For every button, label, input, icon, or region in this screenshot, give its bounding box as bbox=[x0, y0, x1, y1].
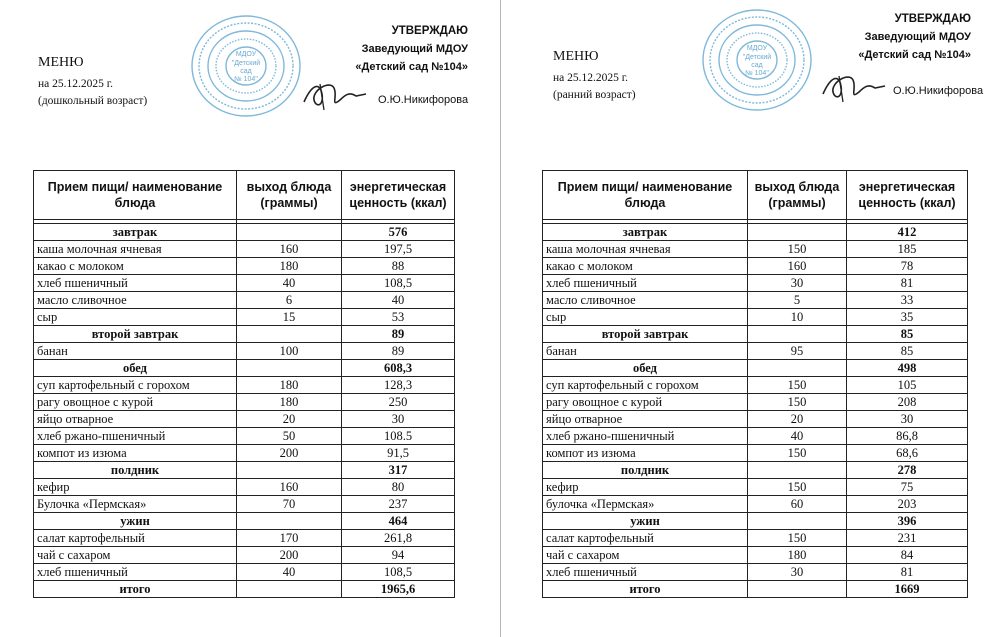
seal-text-3: сад bbox=[751, 62, 763, 69]
dish-energy-value: 203 bbox=[847, 496, 968, 513]
dish-row bbox=[34, 445, 455, 462]
dish-portion-weight bbox=[748, 462, 847, 479]
dish-name: чай с сахаром bbox=[34, 547, 237, 564]
dish-row bbox=[543, 411, 968, 428]
meal-section-row bbox=[543, 224, 968, 241]
dish-energy-value: 53 bbox=[342, 309, 455, 326]
dish-energy-value: 88 bbox=[342, 258, 455, 275]
dish-energy-value: 396 bbox=[847, 513, 968, 530]
dish-portion-weight: 40 bbox=[237, 564, 342, 581]
dish-row bbox=[543, 377, 968, 394]
dish-energy-value: 85 bbox=[847, 326, 968, 343]
dish-energy-value: 278 bbox=[847, 462, 968, 479]
dish-row bbox=[34, 496, 455, 513]
seal-text-1: МДОУ bbox=[746, 45, 768, 52]
dish-energy-value: 608,3 bbox=[342, 360, 455, 377]
dish-portion-weight bbox=[237, 581, 342, 598]
dish-portion-weight bbox=[237, 224, 342, 241]
seal-text-2: "Детский bbox=[742, 54, 772, 61]
meal-section-name: завтрак bbox=[543, 224, 748, 241]
dish-name: хлеб ржано-пшеничный bbox=[34, 428, 237, 445]
dish-energy-value: 89 bbox=[342, 326, 455, 343]
dish-portion-weight bbox=[748, 326, 847, 343]
menu-table-preschool bbox=[33, 170, 455, 598]
dish-row bbox=[34, 343, 455, 360]
dish-portion-weight: 60 bbox=[748, 496, 847, 513]
dish-energy-value: 464 bbox=[342, 513, 455, 530]
dish-row bbox=[543, 309, 968, 326]
official-seal bbox=[701, 8, 813, 112]
dish-energy-value: 576 bbox=[342, 224, 455, 241]
meal-section-name: полдник bbox=[543, 462, 748, 479]
dish-portion-weight: 15 bbox=[237, 309, 342, 326]
dish-portion-weight: 150 bbox=[748, 445, 847, 462]
header-meal-name: Прием пищи/ наименование блюда bbox=[543, 171, 748, 220]
dish-row bbox=[543, 496, 968, 513]
dish-energy-value: 317 bbox=[342, 462, 455, 479]
dish-row bbox=[34, 564, 455, 581]
dish-portion-weight: 180 bbox=[237, 258, 342, 275]
dish-energy-value: 30 bbox=[342, 411, 455, 428]
dish-portion-weight bbox=[748, 224, 847, 241]
dish-row bbox=[34, 275, 455, 292]
dish-portion-weight: 160 bbox=[748, 258, 847, 275]
meal-section-name: обед bbox=[543, 360, 748, 377]
dish-portion-weight: 30 bbox=[748, 564, 847, 581]
dish-portion-weight bbox=[748, 581, 847, 598]
header-energy-value: энергетическая ценность (ккал) bbox=[847, 171, 968, 220]
dish-name: яйцо отварное bbox=[34, 411, 237, 428]
dish-name: банан bbox=[543, 343, 748, 360]
meal-section-name: второй завтрак bbox=[34, 326, 237, 343]
dish-name: кефир bbox=[543, 479, 748, 496]
dish-portion-weight bbox=[748, 360, 847, 377]
dish-name: хлеб пшеничный bbox=[543, 275, 748, 292]
meal-section-row bbox=[543, 513, 968, 530]
dish-energy-value: 108,5 bbox=[342, 275, 455, 292]
dish-row bbox=[543, 428, 968, 445]
dish-name: хлеб пшеничный bbox=[34, 564, 237, 581]
dish-energy-value: 108,5 bbox=[342, 564, 455, 581]
dish-name: чай с сахаром bbox=[543, 547, 748, 564]
dish-energy-value: 68,6 bbox=[847, 445, 968, 462]
dish-row bbox=[34, 428, 455, 445]
dish-energy-value: 89 bbox=[342, 343, 455, 360]
meal-section-row bbox=[34, 326, 455, 343]
dish-energy-value: 197,5 bbox=[342, 241, 455, 258]
approval-organization: «Детский сад №104» bbox=[355, 61, 468, 73]
dish-energy-value: 81 bbox=[847, 275, 968, 292]
dish-row bbox=[34, 411, 455, 428]
dish-portion-weight bbox=[748, 513, 847, 530]
dish-row bbox=[543, 275, 968, 292]
dish-portion-weight: 70 bbox=[237, 496, 342, 513]
menu-date: на 25.12.2025 г. bbox=[553, 72, 629, 84]
meal-section-row bbox=[34, 224, 455, 241]
seal-text-3: сад bbox=[240, 68, 252, 75]
dish-energy-value: 33 bbox=[847, 292, 968, 309]
seal-text-4: № 104" bbox=[234, 76, 258, 83]
meal-section-name: полдник bbox=[34, 462, 237, 479]
dish-portion-weight: 6 bbox=[237, 292, 342, 309]
dish-energy-value: 237 bbox=[342, 496, 455, 513]
dish-row bbox=[34, 258, 455, 275]
signature-image bbox=[819, 70, 889, 104]
seal-text-2: "Детский bbox=[231, 60, 261, 67]
dish-energy-value: 412 bbox=[847, 224, 968, 241]
dish-name: кефир bbox=[34, 479, 237, 496]
dish-name: масло сливочное bbox=[34, 292, 237, 309]
dish-row bbox=[34, 309, 455, 326]
approval-block bbox=[355, 22, 468, 76]
dish-energy-value: 85 bbox=[847, 343, 968, 360]
dish-portion-weight bbox=[237, 326, 342, 343]
header-portion-weight: выход блюда (граммы) bbox=[237, 171, 342, 220]
dish-row bbox=[543, 343, 968, 360]
official-seal bbox=[190, 14, 302, 118]
dish-row bbox=[543, 479, 968, 496]
dish-energy-value: 231 bbox=[847, 530, 968, 547]
dish-energy-value: 498 bbox=[847, 360, 968, 377]
meal-section-row bbox=[543, 581, 968, 598]
dish-portion-weight: 40 bbox=[237, 275, 342, 292]
meal-section-row bbox=[34, 360, 455, 377]
menu-title: МЕНЮ bbox=[38, 55, 84, 70]
dish-name: хлеб ржано-пшеничный bbox=[543, 428, 748, 445]
dish-row bbox=[543, 445, 968, 462]
dish-portion-weight: 100 bbox=[237, 343, 342, 360]
dish-portion-weight bbox=[237, 360, 342, 377]
meal-section-name: обед bbox=[34, 360, 237, 377]
dish-name: каша молочная ячневая bbox=[543, 241, 748, 258]
meal-section-name: итого bbox=[543, 581, 748, 598]
dish-energy-value: 1965,6 bbox=[342, 581, 455, 598]
dish-energy-value: 91,5 bbox=[342, 445, 455, 462]
dish-name: какао с молоком bbox=[543, 258, 748, 275]
dish-name: салат картофельный bbox=[34, 530, 237, 547]
meal-section-name: итого bbox=[34, 581, 237, 598]
approval-title: УТВЕРЖДАЮ bbox=[391, 25, 468, 37]
header-meal-name: Прием пищи/ наименование блюда bbox=[34, 171, 237, 220]
dish-energy-value: 40 bbox=[342, 292, 455, 309]
dish-energy-value: 105 bbox=[847, 377, 968, 394]
dish-portion-weight: 160 bbox=[237, 479, 342, 496]
dish-energy-value: 75 bbox=[847, 479, 968, 496]
dish-name: каша молочная ячневая bbox=[34, 241, 237, 258]
dish-row bbox=[543, 564, 968, 581]
dish-energy-value: 128,3 bbox=[342, 377, 455, 394]
dish-portion-weight: 160 bbox=[237, 241, 342, 258]
dish-name: масло сливочное bbox=[543, 292, 748, 309]
menu-title: МЕНЮ bbox=[553, 49, 599, 64]
dish-portion-weight: 5 bbox=[748, 292, 847, 309]
dish-portion-weight: 170 bbox=[237, 530, 342, 547]
seal-text-4: № 104" bbox=[745, 70, 769, 77]
dish-portion-weight: 95 bbox=[748, 343, 847, 360]
dish-name: компот из изюма bbox=[543, 445, 748, 462]
meal-section-name: второй завтрак bbox=[543, 326, 748, 343]
menu-page-early-age bbox=[500, 0, 1000, 637]
meal-section-name: завтрак bbox=[34, 224, 237, 241]
dish-row bbox=[543, 530, 968, 547]
dish-portion-weight: 150 bbox=[748, 530, 847, 547]
dish-portion-weight: 10 bbox=[748, 309, 847, 326]
dish-row bbox=[543, 258, 968, 275]
dish-name: компот из изюма bbox=[34, 445, 237, 462]
meal-section-row bbox=[543, 326, 968, 343]
dish-name: рагу овощное с курой bbox=[543, 394, 748, 411]
dish-portion-weight: 180 bbox=[237, 377, 342, 394]
dish-portion-weight: 20 bbox=[748, 411, 847, 428]
dish-row bbox=[34, 377, 455, 394]
dish-portion-weight: 150 bbox=[748, 394, 847, 411]
dish-portion-weight: 200 bbox=[237, 547, 342, 564]
approval-position: Заведующий МДОУ bbox=[361, 43, 468, 55]
dish-energy-value: 84 bbox=[847, 547, 968, 564]
approval-organization: «Детский сад №104» bbox=[858, 49, 971, 61]
dish-energy-value: 208 bbox=[847, 394, 968, 411]
dish-name: хлеб пшеничный bbox=[543, 564, 748, 581]
dish-row bbox=[543, 292, 968, 309]
meal-section-row bbox=[543, 360, 968, 377]
signer-name: О.Ю.Никифорова bbox=[893, 85, 984, 97]
dish-name: булочка «Пермская» bbox=[543, 496, 748, 513]
dish-name: Булочка «Пермская» bbox=[34, 496, 237, 513]
approval-title: УТВЕРЖДАЮ bbox=[894, 13, 971, 25]
signature-image bbox=[300, 78, 370, 112]
dish-name: какао с молоком bbox=[34, 258, 237, 275]
dish-name: суп картофельный с горохом bbox=[34, 377, 237, 394]
meal-section-row bbox=[34, 513, 455, 530]
menu-table-early-age bbox=[542, 170, 968, 598]
dish-energy-value: 35 bbox=[847, 309, 968, 326]
dish-name: банан bbox=[34, 343, 237, 360]
dish-name: яйцо отварное bbox=[543, 411, 748, 428]
seal-text-1: МДОУ bbox=[235, 51, 257, 58]
dish-energy-value: 1669 bbox=[847, 581, 968, 598]
menu-date: на 25.12.2025 г. bbox=[38, 78, 114, 90]
dish-portion-weight: 180 bbox=[237, 394, 342, 411]
dish-name: сыр bbox=[34, 309, 237, 326]
dish-name: суп картофельный с горохом bbox=[543, 377, 748, 394]
dish-energy-value: 80 bbox=[342, 479, 455, 496]
dish-row bbox=[34, 530, 455, 547]
dish-energy-value: 86,8 bbox=[847, 428, 968, 445]
dish-portion-weight: 150 bbox=[748, 479, 847, 496]
dish-row bbox=[543, 241, 968, 258]
dish-portion-weight: 20 bbox=[237, 411, 342, 428]
dish-row bbox=[34, 479, 455, 496]
approval-block bbox=[858, 10, 971, 64]
header-energy-value: энергетическая ценность (ккал) bbox=[342, 171, 455, 220]
header-portion-weight: выход блюда (граммы) bbox=[748, 171, 847, 220]
dish-portion-weight: 150 bbox=[748, 377, 847, 394]
meal-section-name: ужин bbox=[34, 513, 237, 530]
dish-energy-value: 30 bbox=[847, 411, 968, 428]
dish-portion-weight: 150 bbox=[748, 241, 847, 258]
meal-section-row bbox=[34, 462, 455, 479]
dish-portion-weight: 50 bbox=[237, 428, 342, 445]
dish-energy-value: 250 bbox=[342, 394, 455, 411]
meal-section-row bbox=[543, 462, 968, 479]
dish-energy-value: 94 bbox=[342, 547, 455, 564]
dish-row bbox=[34, 241, 455, 258]
dish-name: рагу овощное с курой bbox=[34, 394, 237, 411]
dish-energy-value: 78 bbox=[847, 258, 968, 275]
dish-name: сыр bbox=[543, 309, 748, 326]
meal-section-name: ужин bbox=[543, 513, 748, 530]
dish-name: салат картофельный bbox=[543, 530, 748, 547]
dish-portion-weight bbox=[237, 462, 342, 479]
dish-portion-weight: 40 bbox=[748, 428, 847, 445]
dish-row bbox=[34, 292, 455, 309]
dish-energy-value: 108.5 bbox=[342, 428, 455, 445]
dish-portion-weight: 30 bbox=[748, 275, 847, 292]
dish-portion-weight: 200 bbox=[237, 445, 342, 462]
dish-portion-weight: 180 bbox=[748, 547, 847, 564]
dish-energy-value: 261,8 bbox=[342, 530, 455, 547]
menu-age-group: (дошкольный возраст) bbox=[38, 95, 148, 107]
menu-age-group: (ранний возраст) bbox=[553, 89, 636, 101]
dish-energy-value: 81 bbox=[847, 564, 968, 581]
dish-row bbox=[34, 547, 455, 564]
approval-position: Заведующий МДОУ bbox=[864, 31, 971, 43]
dish-energy-value: 185 bbox=[847, 241, 968, 258]
signer-name: О.Ю.Никифорова bbox=[378, 94, 469, 106]
dish-row bbox=[34, 394, 455, 411]
meal-section-row bbox=[34, 581, 455, 598]
dish-row bbox=[543, 394, 968, 411]
dish-name: хлеб пшеничный bbox=[34, 275, 237, 292]
dish-row bbox=[543, 547, 968, 564]
dish-portion-weight bbox=[237, 513, 342, 530]
